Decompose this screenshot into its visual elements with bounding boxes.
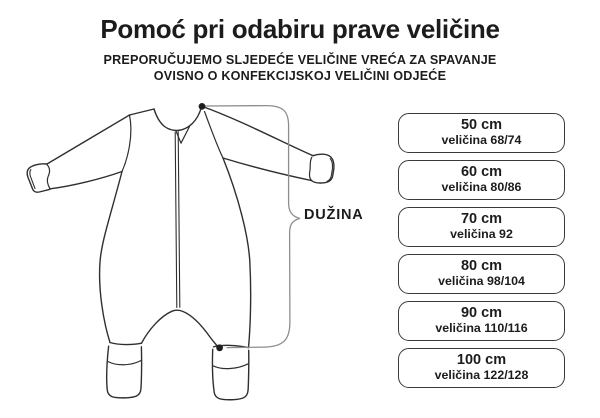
right-foot-cuff	[212, 349, 248, 399]
measurement-endpoint-dot-bottom	[216, 344, 223, 351]
body-right-side	[223, 158, 251, 347]
left-foot-cuff	[107, 346, 142, 398]
page-title: Pomoć pri odabiru prave veličine	[100, 14, 500, 44]
row-clothing-size-value: veličina 110/116	[435, 321, 528, 336]
left-armhole-seam	[122, 115, 131, 172]
size-row	[398, 207, 565, 247]
right-sleeve-bottom	[223, 158, 312, 181]
size-row	[398, 301, 565, 341]
size-table	[398, 113, 565, 388]
crotch-arch	[142, 310, 219, 347]
right-wrist-gather	[309, 157, 311, 180]
size-row	[398, 113, 565, 153]
subtitle-line-1: PREPORUČUJEMO SLJEDEĆE VELIČINE VREĆA ZA SPAVANJE	[103, 53, 497, 67]
row-clothing-size-value: veličina 80/86	[441, 180, 522, 195]
row-length-value: 50 cm	[460, 117, 503, 134]
measurement-endpoint-dot-top	[199, 103, 206, 110]
left-shoulder	[130, 109, 155, 115]
subtitle-line-2: OVISNO O KONFEKCIJSKOJ VELIČINI ODJEĆE	[153, 68, 447, 83]
row-length-value: 80 cm	[460, 258, 503, 275]
body-left-side	[100, 172, 122, 343]
row-length-value: 100 cm	[456, 352, 507, 369]
row-clothing-size-value: veličina 98/104	[438, 274, 525, 289]
size-row	[398, 254, 565, 294]
left-foot-fold-line	[108, 361, 141, 365]
zipper	[175, 132, 180, 308]
row-length-value: 90 cm	[460, 305, 503, 322]
left-ankle-line	[110, 343, 142, 345]
neckline	[154, 107, 202, 131]
row-clothing-size-value: veličina 92	[450, 227, 513, 242]
left-cuff-hem-line	[30, 170, 35, 189]
row-clothing-size-value: veličina 68/74	[441, 133, 522, 148]
size-row	[398, 348, 565, 388]
left-sleeve-bottom	[50, 172, 122, 189]
right-armhole-seam	[205, 112, 224, 159]
length-dimension-label: DUŽINA	[304, 207, 364, 223]
row-length-value: 60 cm	[460, 164, 503, 181]
left-sleeve-top	[47, 115, 130, 164]
row-clothing-size-value: veličina 122/128	[434, 368, 529, 383]
size-row	[398, 160, 565, 200]
left-wrist-gather	[47, 165, 50, 189]
row-length-value: 70 cm	[460, 211, 503, 228]
right-foot-fold-line	[213, 364, 248, 369]
